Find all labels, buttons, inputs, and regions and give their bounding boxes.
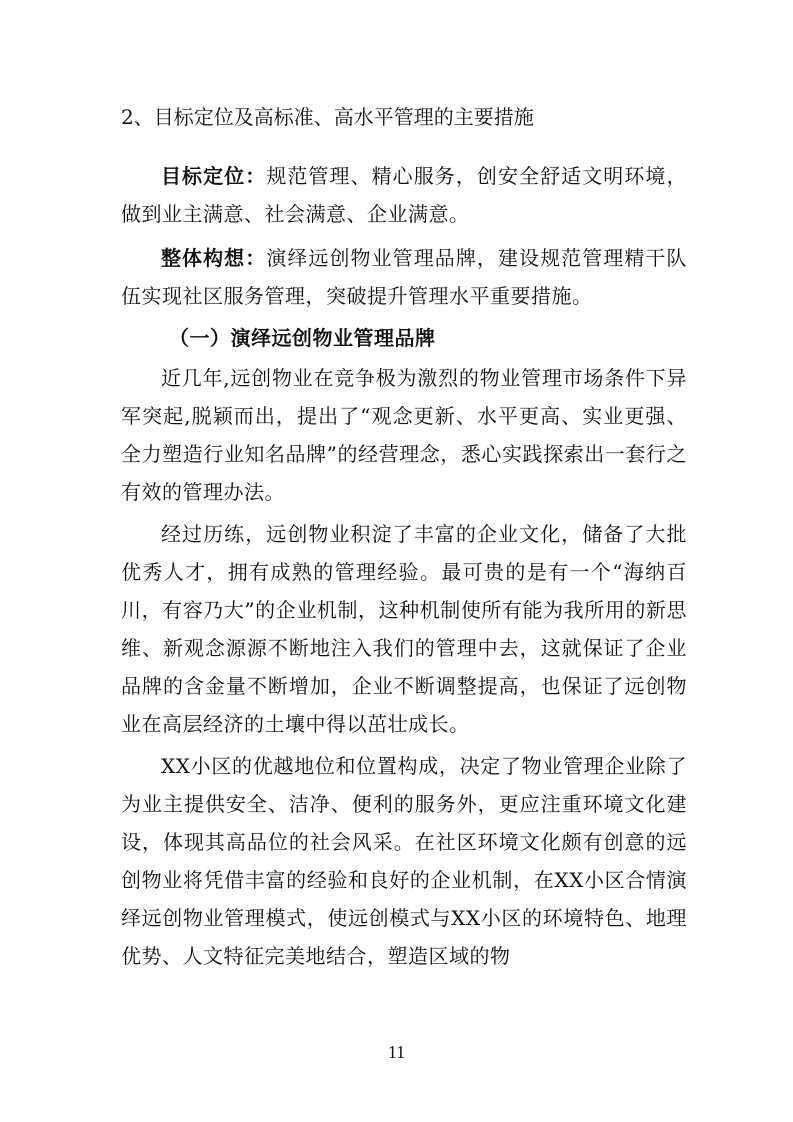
paragraph-2: 经过历练，远创物业积淀了丰富的企业文化，储备了大批优秀人才，拥有成熟的管理经验。最可贵的是有一个“海纳百川，有容乃大”的企业机制，这种机制使所有能为我所用的新思维、新观念源源不断地注入我们的管理中去，这就保证了企业品牌的含金量不断增加，企业不断调整提高，也保证了远创物业在高层经济的土壤中得以茁壮成长。 [121,522,687,736]
goal-label: 目标定位： [161,164,267,188]
goal-text: 规范管理、精心服务，创安全舒适文明环境，做到业主满意、社会满意、企业满意。 [121,164,687,226]
goal-paragraph [121,157,687,233]
subheading-brand: （一）演绎远创物业管理品牌 [169,326,436,350]
paragraph-3: XX小区的优越地位和位置构成，决定了物业管理企业除了为业主提供安全、洁净、便利的服务外，更应注重环境文化建设，体现其高品位的社会风采。在社区环境文化颇有创意的远创物业将凭借丰富的经验和良好的企业机制，在XX小区合情演绎远创物业管理模式，使远创模式与XX小区的环境特色、地理优势、人文特征完美地结合，塑造区域的物 [121,754,687,968]
body-text [121,157,687,975]
paragraph-1: 近几年,远创物业在竞争极为激烈的物业管理市场条件下异军突起,脱颖而出，提出了“观念更新、水平更高、实业更强、全力塑造行业知名品牌”的经营理念，悉心实践探索出一套行之有效的管理办法。 [121,366,687,504]
section-heading: 2、目标定位及高标准、高水平管理的主要措施 [121,105,534,129]
concept-label: 整体构想： [161,246,267,270]
page-number: 11 [387,1042,406,1062]
concept-text: 演绎远创物业管理品牌，建设规范管理精干队伍实现社区服务管理，突破提升管理水平重要措施。 [121,246,687,308]
concept-paragraph [121,239,687,315]
